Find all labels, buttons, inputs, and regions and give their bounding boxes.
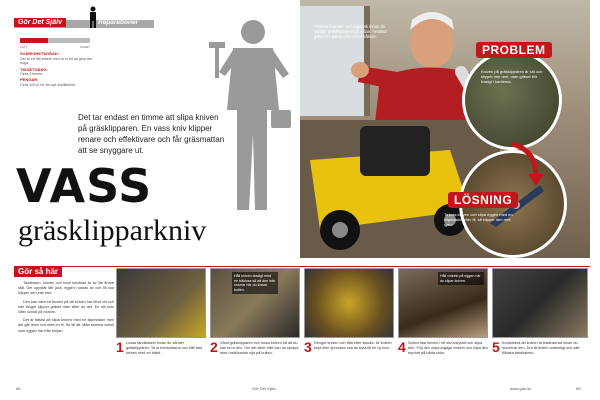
section-tag: Gör Det Själv	[14, 18, 66, 27]
how-heading: Gör så här	[14, 266, 62, 277]
hero-caption: Tömma bränsle- och oljetank innan du vänder gräsklipparen på sidan. Använd gärna en pump eller en behållare.	[314, 24, 387, 40]
step-number: 2	[210, 339, 218, 355]
difficulty-hard-label: SVÅRT	[80, 45, 90, 49]
info-box	[20, 38, 94, 118]
step-overlay: Håll vinkeln på eggen när du slipar kniven.	[438, 272, 484, 285]
solution-label: LÖSNING	[448, 192, 518, 208]
step-image	[116, 268, 206, 338]
info-text: Cirka 1 timme.	[20, 72, 44, 77]
step-1	[116, 268, 206, 380]
page-number-left: 68	[16, 386, 21, 391]
difficulty-meter	[20, 38, 90, 43]
page-title: VASS	[16, 159, 153, 213]
info-title: PENGAR:	[20, 77, 39, 83]
category-tag: Reparationer	[98, 19, 139, 26]
solution-text: Ta loss kniven och slipa eggen med en slipmaskin eller fil, så klipper den rent igen.	[444, 212, 513, 227]
body-paragraph: Det är lättast att slipa kniven med en slipmaskin men det går även bra med en fil. Se till att hålla samma vinkel som eggen har från början.	[18, 318, 114, 333]
arrow-icon	[506, 140, 546, 190]
step-number: 5	[492, 339, 500, 355]
footer-magazine: Gör Det Själv	[252, 386, 276, 391]
step-4	[398, 268, 488, 380]
info-title: SVÅRIGHETSGRAD:	[20, 51, 60, 57]
info-text: Det är ett lätt arbete men ta er tid att göra det noga.	[20, 56, 92, 66]
step-number: 1	[116, 339, 124, 355]
info-text: Cirka 100 kr för ett nytt sliptillbehör.	[20, 82, 77, 87]
step-text: Kontrollera att kniven är balanserad innan du monterar den. Dra åt bulten ordentligt och sätt tillbaka tändkabeln.	[502, 341, 580, 355]
problem-label: PROBLEM	[476, 42, 552, 58]
step-overlay: Håll kniven stadigt med en träkloss så att den inte snurrar när du lossar bulten.	[232, 272, 278, 294]
page-subtitle: gräsklipparkniv	[18, 214, 207, 247]
step-text: Spänn fast kniven i ett skruvstycke och slipa den. Följ den ursprungliga vinkeln och slipa lika mycket på båda sidor.	[408, 341, 488, 355]
step-number: 4	[398, 339, 406, 355]
section-header	[14, 6, 154, 28]
step-text: Vänd gräsklipparen och lossa kniven så att du kan ta ut den. Om det sitter hårt kan du spraya med rostlösande olja på bulten.	[220, 341, 299, 355]
step-3	[304, 268, 394, 380]
step-image	[492, 268, 588, 338]
problem-text: Kniven på gräsklipparen är slö och klipper inte rent, utan gräset blir trasigt i kanterna.	[481, 69, 543, 84]
how-divider	[14, 266, 590, 267]
difficulty-easy-label: LÄTT	[20, 45, 28, 49]
body-paragraph: Den kan vara ett tecken på att kniven har blivit slö och inte längre klipper gräset utan sliter av det. En slö kniv sliter också på motorn.	[18, 299, 114, 315]
step-image	[304, 268, 394, 338]
body-paragraph: Tandtoken, kniven och tomt knivblad är av lite finare stål. Det uppstår lätt jack, eggen rundas av och till slut klipper den inte rent.	[18, 281, 114, 296]
info-title: TIDSÅTGÅNG:	[20, 66, 48, 72]
step-2	[210, 268, 300, 380]
problem-closeup-image	[462, 50, 562, 150]
page-number-right: 69	[576, 386, 581, 391]
step-text: Lossa tändkabeln innan du vänder gräsklipparen. Ta ut knivbultarna och håll fast kniven med en träbit.	[126, 341, 202, 355]
footer-site: www.gds.se	[510, 386, 532, 391]
step-number: 3	[304, 339, 312, 355]
body-text	[18, 281, 114, 337]
step-text: Rengör kniven och titta efter skador. Är kniven böjd eller sprucken ska du byta till en ny kniv.	[314, 341, 392, 350]
intro-text: Det tar endast en timme att slipa kniven på gräsklipparen. En vass kniv klipper renare och effektivare och får gräsmattan att se snyggare ut.	[78, 113, 225, 155]
step-5	[492, 268, 588, 380]
